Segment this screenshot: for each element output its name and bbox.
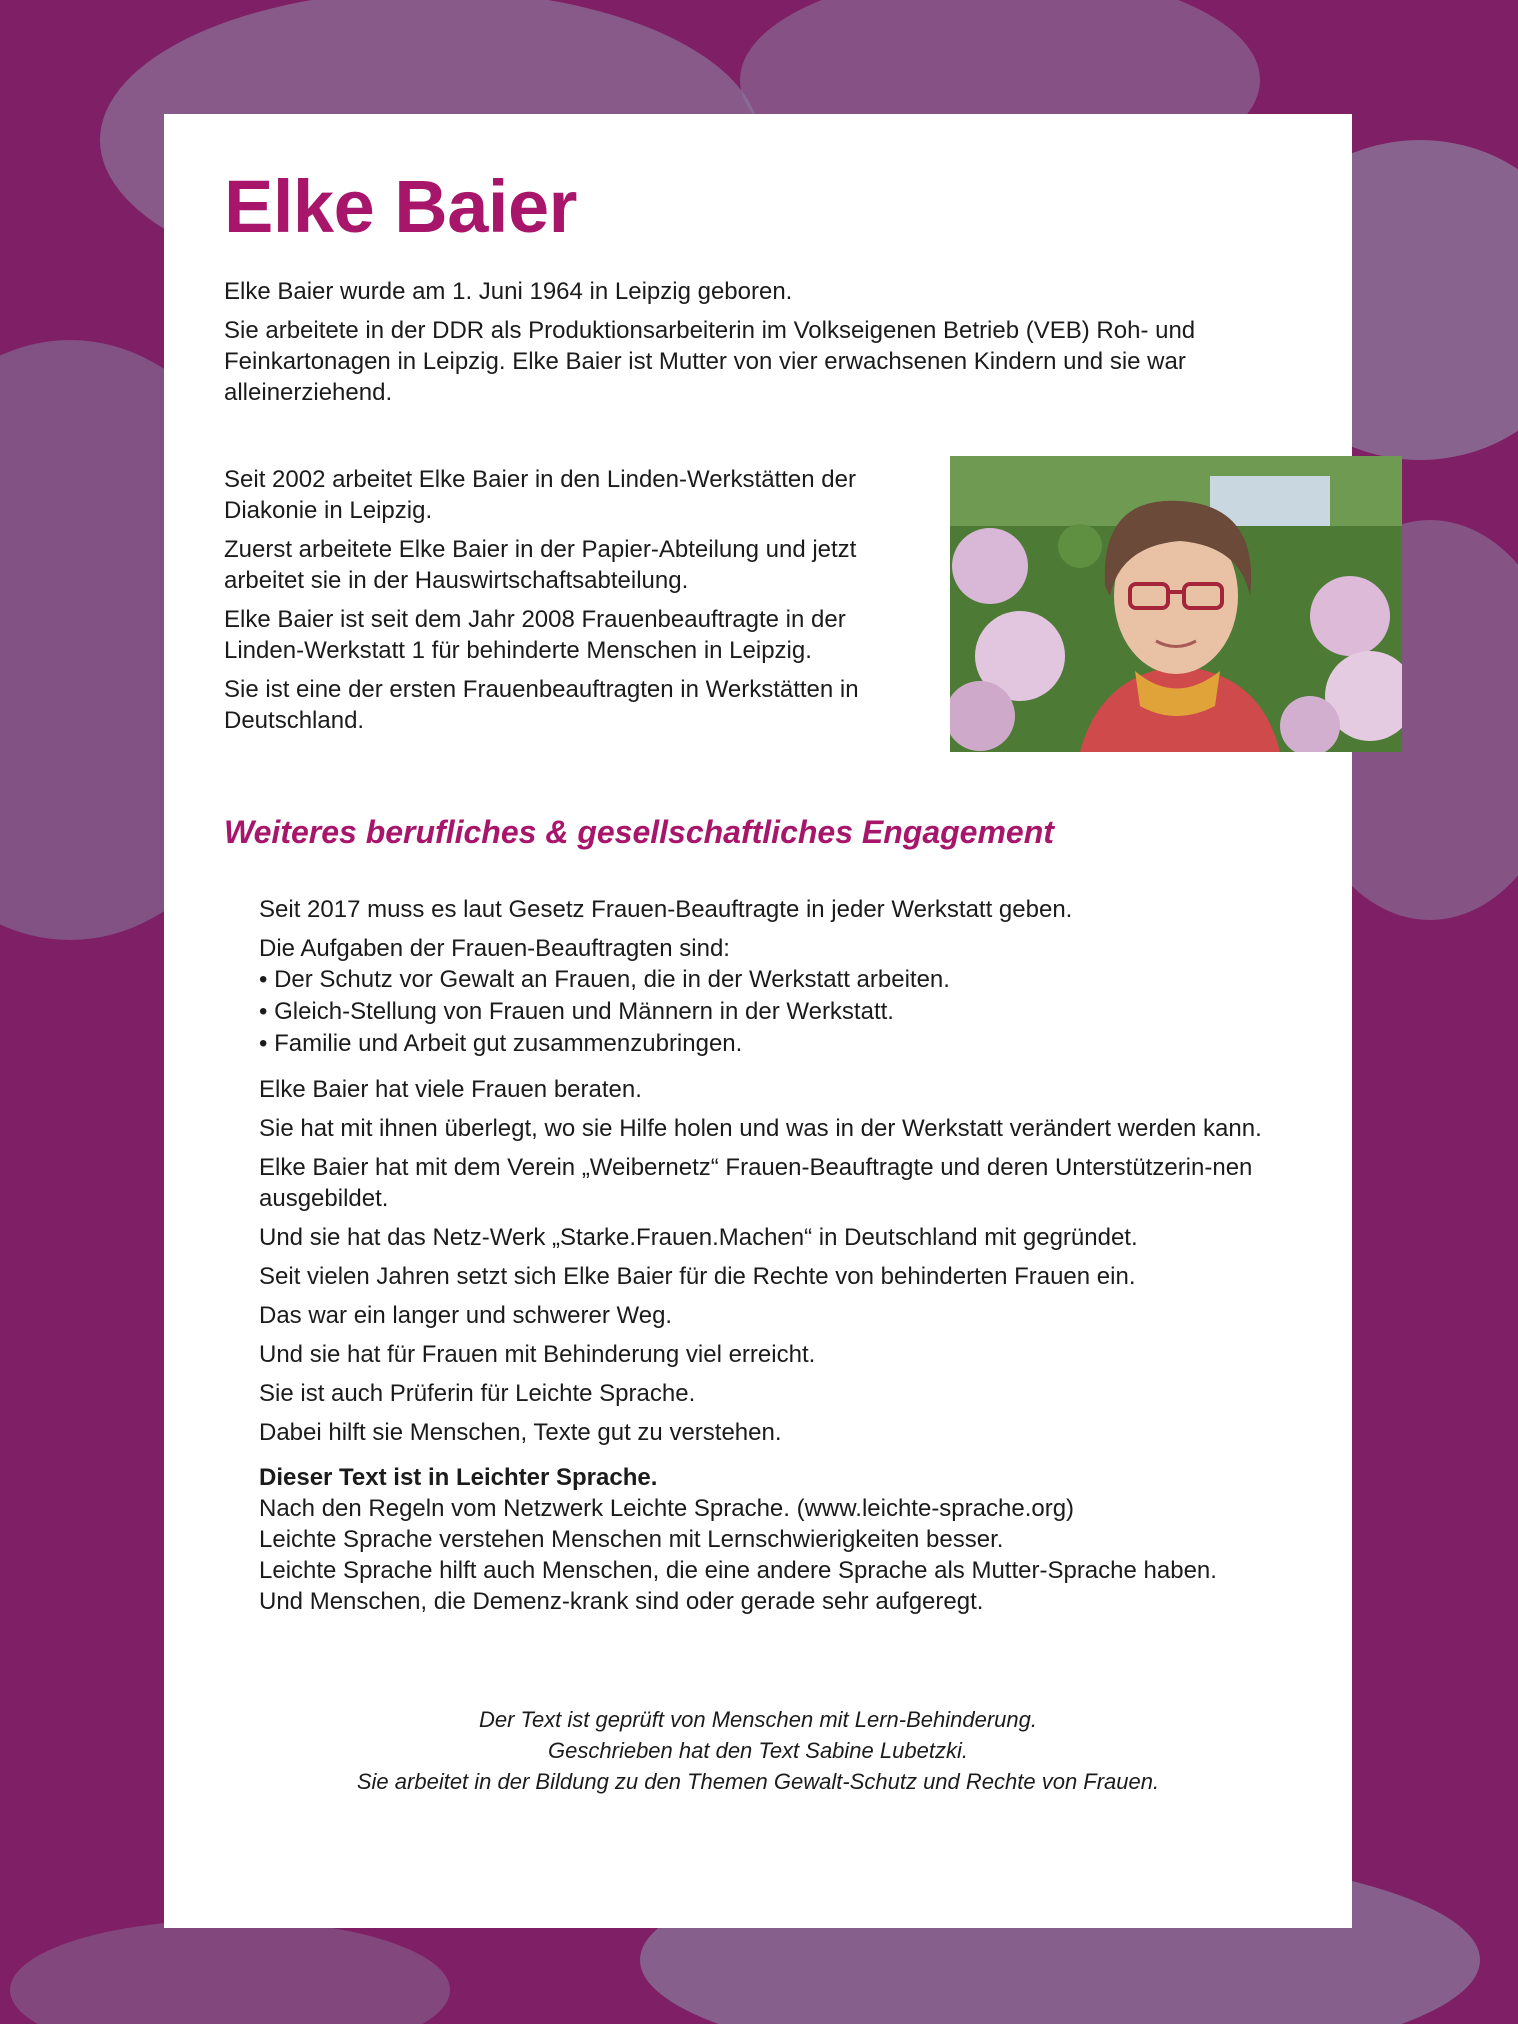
intro-section <box>224 276 1284 416</box>
work-paragraph: Elke Baier ist seit dem Jahr 2008 Frauenbeauftragte in der Linden-Werkstatt 1 für behinderte Menschen in Leipzig. <box>224 606 846 664</box>
content-card <box>164 114 1352 1928</box>
list-item: • Gleich-Stellung von Frauen und Männern in der Werkstatt. <box>259 996 1299 1028</box>
tasks-intro: Die Aufgaben der Frauen-Beauftragten sind: <box>259 935 730 962</box>
engagement-paragraph: Sie ist auch Prüferin für Leichte Sprache. <box>259 1380 696 1407</box>
work-paragraph: Seit 2002 arbeitet Elke Baier in den Linden-Werkstätten der Diakonie in Leipzig. <box>224 466 856 524</box>
engagement-paragraph: Elke Baier hat viele Frauen beraten. <box>259 1076 642 1103</box>
credit-line: Geschrieben hat den Text Sabine Lubetzki. <box>548 1738 968 1763</box>
note-line: Und Menschen, die Demenz-krank sind oder gerade sehr aufgeregt. <box>259 1588 984 1615</box>
note-heading: Dieser Text ist in Leichter Sprache. <box>259 1464 658 1491</box>
easy-language-note <box>259 1462 1299 1617</box>
engagement-paragraph: Elke Baier hat mit dem Verein „Weibernetz“ Frauen-Beauftragte und deren Unterstützerin-nen ausgebildet. <box>259 1154 1253 1212</box>
note-line: Nach den Regeln vom Netzwerk Leichte Sprache. (www.leichte-sprache.org) <box>259 1495 1075 1522</box>
note-line: Leichte Sprache verstehen Menschen mit Lernschwierigkeiten besser. <box>259 1526 1004 1553</box>
work-section <box>224 464 884 744</box>
note-line: Leichte Sprache hilft auch Menschen, die eine andere Sprache als Mutter-Sprache haben. <box>259 1557 1217 1584</box>
credit-line: Sie arbeitet in der Bildung zu den Themen Gewalt-Schutz und Rechte von Frauen. <box>356 1769 1160 1794</box>
tasks-list <box>259 964 1299 1060</box>
engagement-section <box>259 894 1299 1617</box>
engagement-paragraph: Das war ein langer und schwerer Weg. <box>259 1302 673 1329</box>
section-heading: Weiteres berufliches & gesellschaftliches Engagement <box>224 814 1054 850</box>
credits <box>164 1704 1352 1797</box>
page-title: Elke Baier <box>224 165 577 248</box>
engagement-paragraph: Und sie hat für Frauen mit Behinderung viel erreicht. <box>259 1341 816 1368</box>
intro-paragraph: Elke Baier wurde am 1. Juni 1964 in Leipzig geboren. <box>224 278 793 305</box>
engagement-paragraph: Und sie hat das Netz-Werk „Starke.Frauen.Machen“ in Deutschland mit gegründet. <box>259 1224 1138 1251</box>
law-paragraph: Seit 2017 muss es laut Gesetz Frauen-Beauftragte in jeder Werkstatt geben. <box>259 896 1073 923</box>
engagement-paragraph: Dabei hilft sie Menschen, Texte gut zu verstehen. <box>259 1419 782 1446</box>
list-item: • Der Schutz vor Gewalt an Frauen, die in der Werkstatt arbeiten. <box>259 964 1299 996</box>
intro-paragraph: Sie arbeitete in der DDR als Produktionsarbeiterin im Volkseigenen Betrieb (VEB) Roh- und Feinkartonagen in Leipzig. Elke Baier ist Mutter von vier erwachsenen Kindern und sie war alleinerziehend. <box>224 317 1196 406</box>
work-paragraph: Zuerst arbeitete Elke Baier in der Papier-Abteilung und jetzt arbeitet sie in der Hauswirtschaftsabteilung. <box>224 536 857 594</box>
work-paragraph: Sie ist eine der ersten Frauenbeauftragten in Werkstätten in Deutschland. <box>224 676 859 734</box>
engagement-paragraph: Seit vielen Jahren setzt sich Elke Baier für die Rechte von behinderten Frauen ein. <box>259 1263 1136 1290</box>
engagement-paragraph: Sie hat mit ihnen überlegt, wo sie Hilfe holen und was in der Werkstatt verändert werden kann. <box>259 1115 1262 1142</box>
credit-line: Der Text ist geprüft von Menschen mit Lern-Behinderung. <box>478 1707 1038 1732</box>
portrait-photo <box>950 456 1402 752</box>
list-item: • Familie und Arbeit gut zusammenzubringen. <box>259 1028 1299 1060</box>
